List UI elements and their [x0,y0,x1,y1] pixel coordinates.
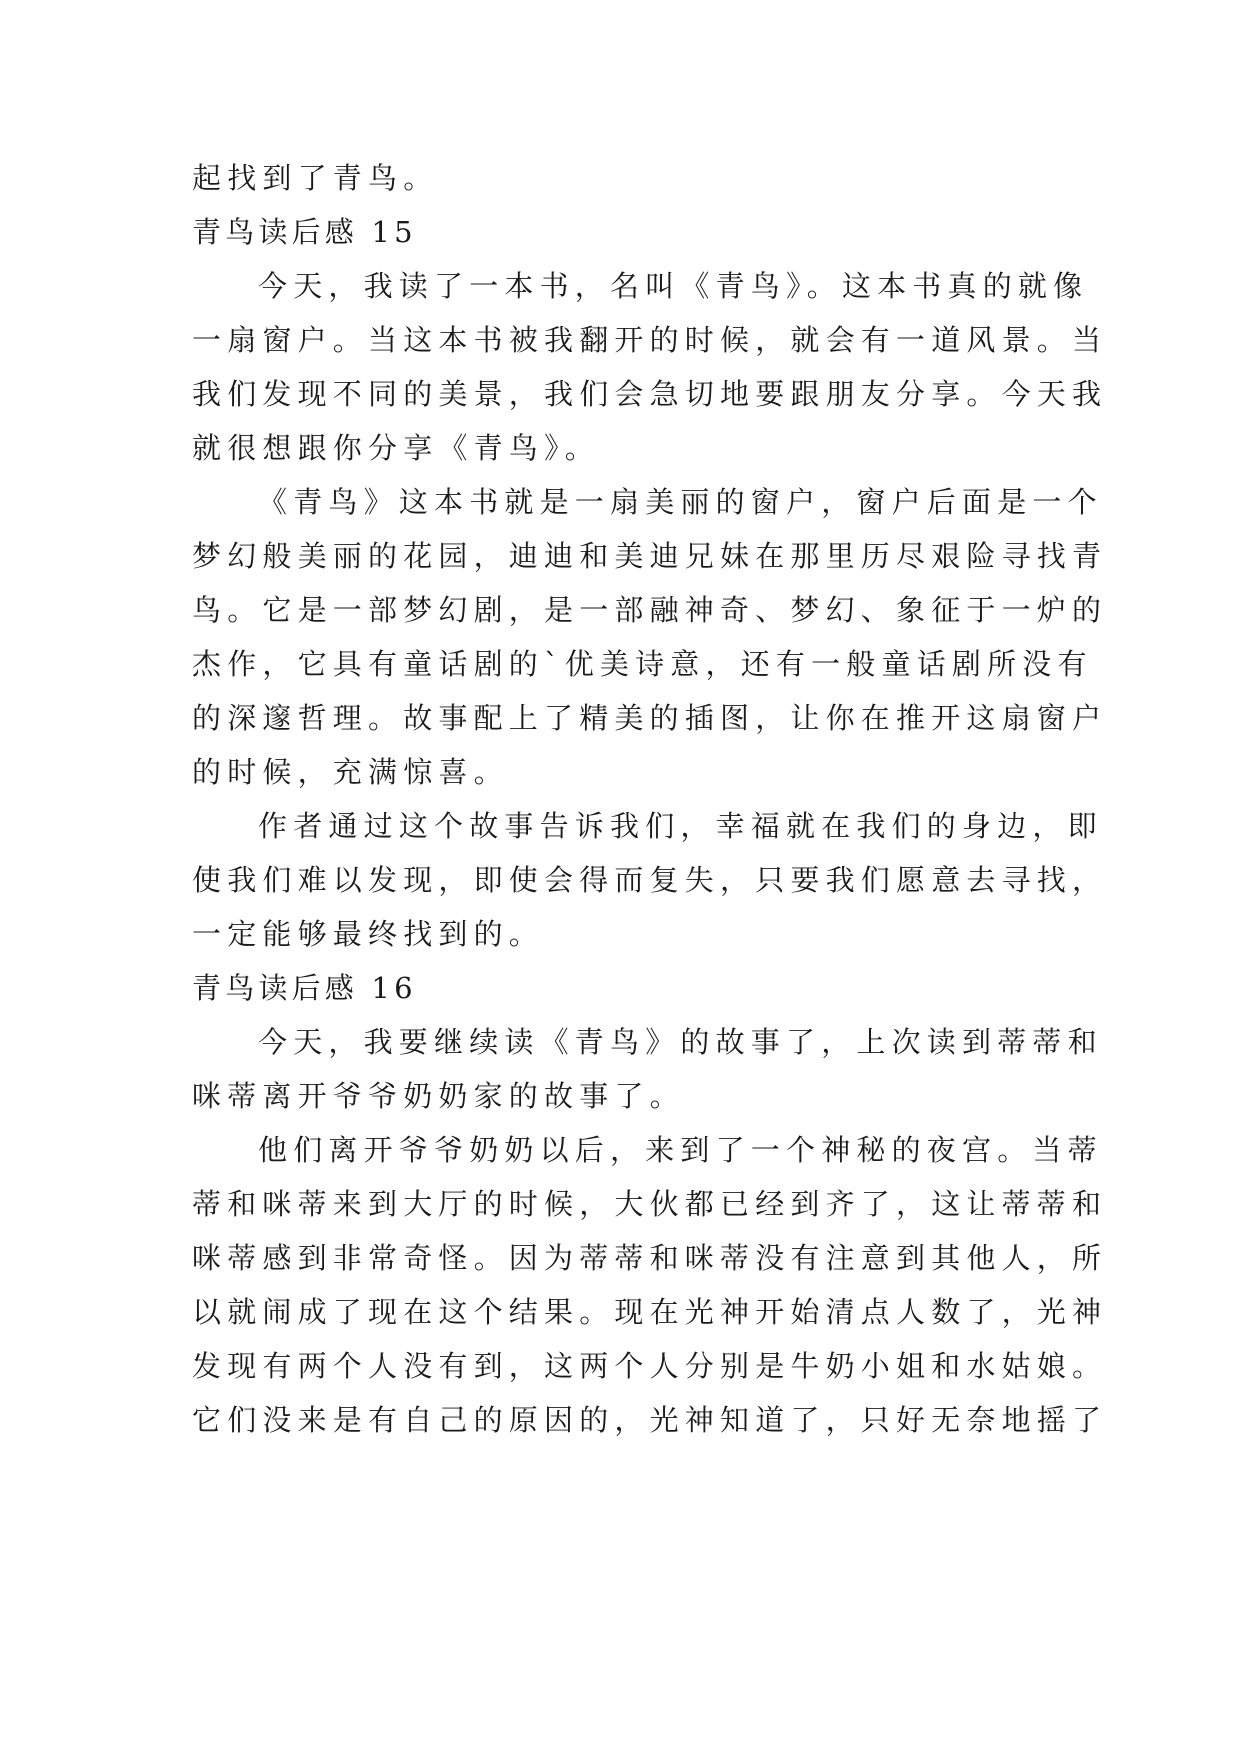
paragraph-line: 的时候，充满惊喜。 [192,755,509,789]
paragraph-line: 他们离开爷爷奶奶以后，来到了一个神秘的夜宫。当蒂 [258,1133,1103,1167]
paragraph-line: 杰作，它具有童话剧的`优美诗意，还有一般童话剧所没有 [192,647,1093,681]
paragraph-line: 使我们难以发现，即使会得而复失，只要我们愿意去寻找， [192,863,1108,897]
paragraph-line: 今天，我读了一本书，名叫《青鸟》。这本书真的就像 [258,269,1089,303]
section-heading: 青鸟读后感 15 [192,215,417,249]
paragraph-line: 我们发现不同的美景，我们会急切地要跟朋友分享。今天我 [192,377,1108,411]
paragraph-line: 它们没来是有自己的原因的，光神知道了，只好无奈地摇了 [192,1403,1108,1437]
paragraph-line: 咪蒂感到非常奇怪。因为蒂蒂和咪蒂没有注意到其他人，所 [192,1241,1108,1275]
paragraph-line: 一扇窗户。当这本书被我翻开的时候，就会有一道风景。当 [192,323,1108,357]
paragraph-line: 的深邃哲理。故事配上了精美的插图，让你在推开这扇窗户 [192,701,1108,735]
paragraph-line: 作者通过这个故事告诉我们，幸福就在我们的身边，即 [258,809,1103,843]
paragraph-line: 梦幻般美丽的花园，迪迪和美迪兄妹在那里历尽艰险寻找青 [192,539,1108,573]
section-heading: 青鸟读后感 16 [192,971,417,1005]
paragraph-line: 《青鸟》这本书就是一扇美丽的窗户，窗户后面是一个 [258,485,1103,519]
text-line: 起找到了青鸟。 [192,161,439,195]
paragraph-line: 发现有两个人没有到，这两个人分别是牛奶小姐和水姑娘。 [192,1349,1108,1383]
paragraph-line: 今天，我要继续读《青鸟》的故事了，上次读到蒂蒂和 [258,1025,1103,1059]
paragraph-line: 一定能够最终找到的。 [192,917,545,951]
paragraph-line: 蒂和咪蒂来到大厅的时候，大伙都已经到齐了，这让蒂蒂和 [192,1187,1108,1221]
paragraph-line: 以就闹成了现在这个结果。现在光神开始清点人数了，光神 [192,1295,1108,1329]
paragraph-line: 就很想跟你分享《青鸟》。 [192,431,600,465]
paragraph-line: 鸟。它是一部梦幻剧，是一部融神奇、梦幻、象征于一炉的 [192,593,1108,627]
paragraph-line: 咪蒂离开爷爷奶奶家的故事了。 [192,1079,685,1113]
